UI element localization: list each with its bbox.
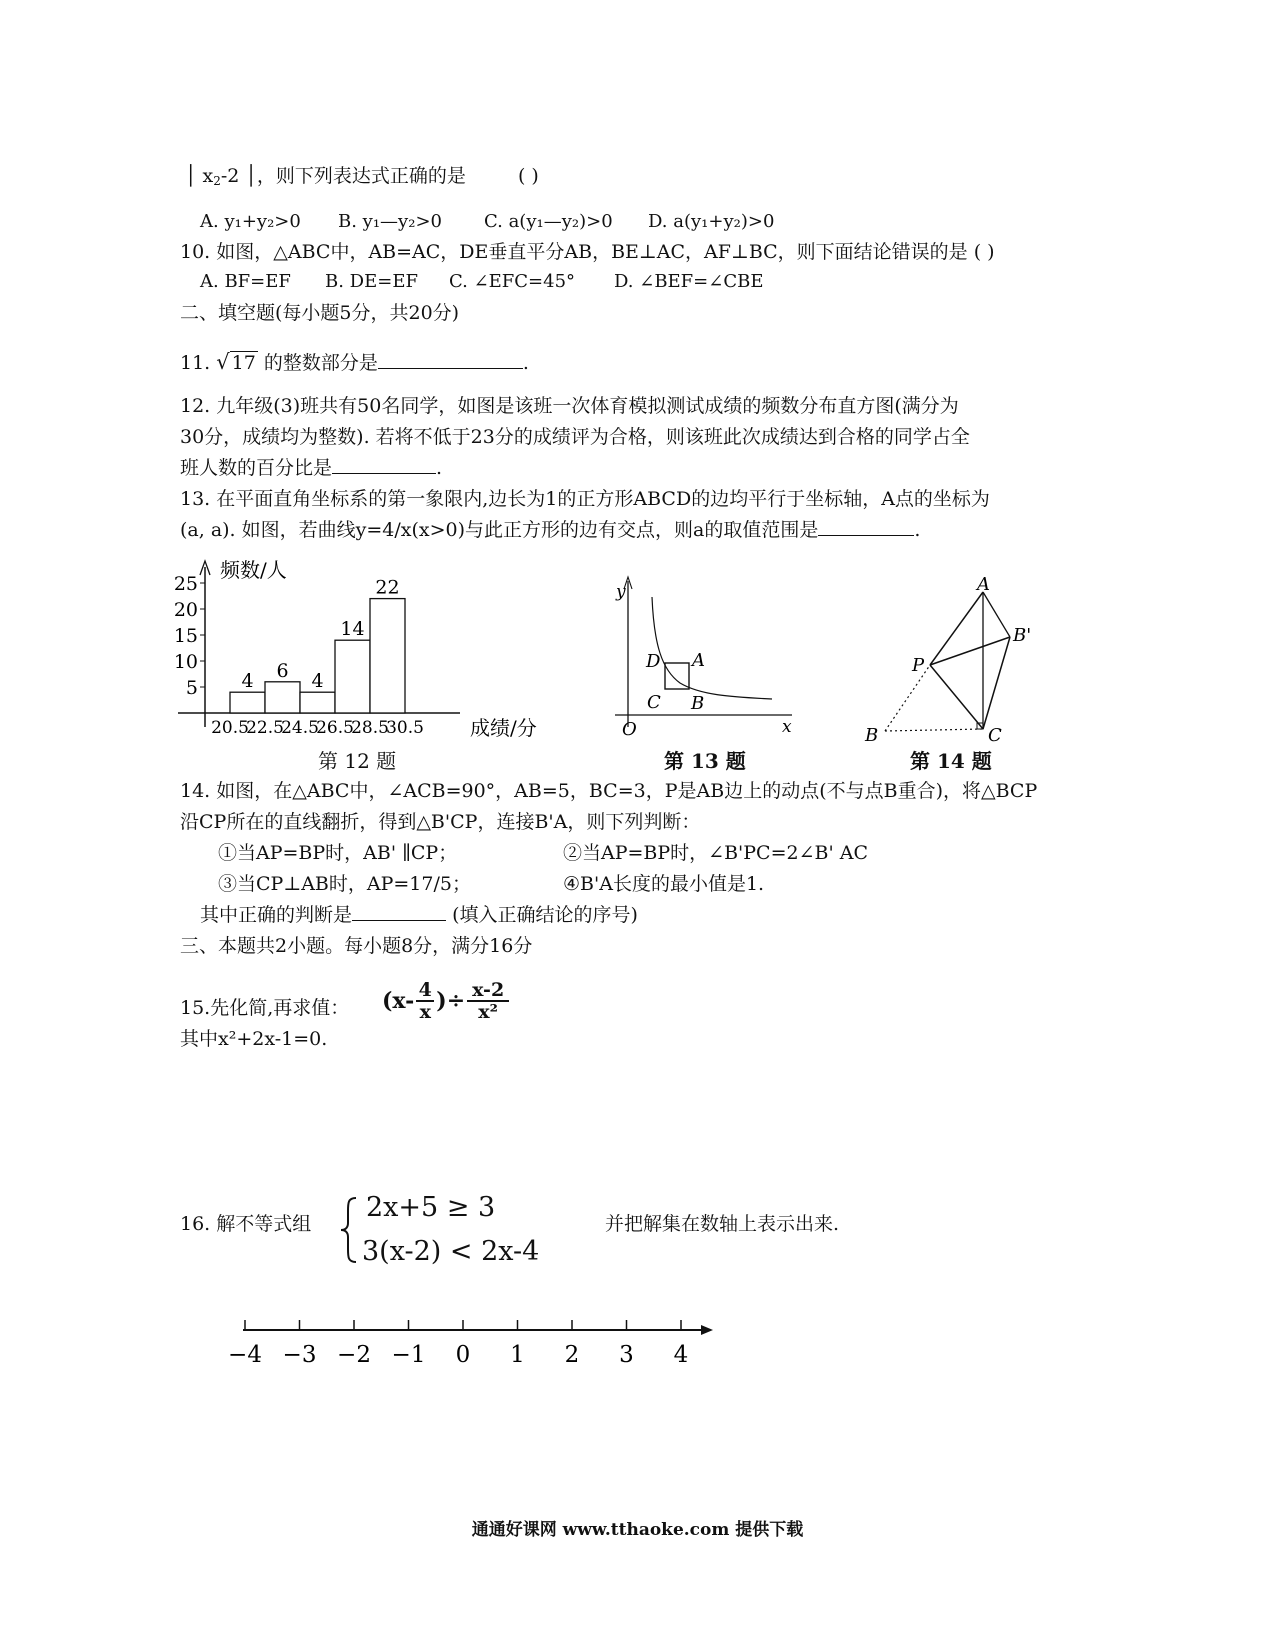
fig13-label-b: B (691, 693, 705, 714)
number-line (225, 1315, 725, 1375)
q13-end: . (914, 519, 921, 541)
hist-bar (300, 692, 335, 713)
q14-answer-blank[interactable] (352, 902, 446, 921)
q10-options (200, 270, 763, 294)
number-line-label: 3 (619, 1342, 634, 1368)
q11-answer-blank[interactable] (378, 350, 523, 369)
hist-x-tick-label: 26.5 (316, 718, 354, 738)
number-line-label: −3 (282, 1342, 317, 1368)
q10-option-b: B. DE=EF (325, 271, 418, 292)
q10-option-a: A. BF=EF (200, 271, 291, 292)
square-abcd (665, 663, 689, 689)
q14-answer-text: 其中正确的判断是 (200, 904, 353, 926)
hist-ylabel: 频数/人 (220, 558, 287, 582)
fig13-label-c: C (647, 692, 661, 713)
q15-frac2-num: x-2 (472, 979, 505, 1001)
q13-line-1: 13. 在平面直角坐标系的第一象限内,边长为1的正方形ABCD的边均平行于坐标轴，A点的坐标为 (180, 488, 990, 510)
q14-judgement-4: ④B'A长度的最小值是1. (563, 873, 765, 895)
q10-stem: 10. 如图，△ABC中，AB=AC，DE垂直平分AB，BE⊥AC，AF⊥BC，则下面结论错误的是 ( ) (180, 241, 995, 263)
q11 (180, 350, 529, 375)
q13-answer-blank[interactable] (818, 517, 914, 536)
hist-y-tick-label: 5 (185, 677, 198, 699)
q9-option-b: B. y₁—y₂>0 (338, 211, 442, 232)
hist-data-label: 14 (340, 618, 365, 641)
q9-answer-paren: ( ) (517, 165, 539, 187)
hyperbola-figure (600, 575, 800, 745)
hyperbola-curve (652, 597, 772, 699)
hist-bar (335, 640, 370, 713)
q15-condition: 其中x²+2x-1=0. (180, 1028, 328, 1050)
fig14-label-p: P (912, 655, 925, 676)
q11-radicand: 17 (231, 352, 256, 374)
q15-lead: 15.先化简,再求值： (180, 997, 350, 1019)
hist-data-label: 4 (311, 670, 324, 693)
q15-frac2-den: x² (467, 1000, 509, 1022)
q12-line-2: 30分，成绩均为整数). 若将不低于23分的成绩评为合格，则该班此次成绩达到合格的同学占全 (180, 426, 970, 448)
q14-judgement-2: ②当AP=BP时，∠B'PC=2∠B' AC (563, 842, 869, 864)
number-line-label: −4 (228, 1342, 262, 1368)
number-line-label: 1 (510, 1342, 525, 1368)
hist-data-label: 22 (375, 576, 400, 599)
fig14-seg-ab2 (983, 592, 1010, 637)
q12-line-3 (180, 455, 442, 480)
q13-text: (a, a). 如图，若曲线y=4/x(x>0)与此正方形的边有交点，则a的取值范围是 (180, 519, 819, 541)
fig14-seg-ap (930, 592, 983, 665)
hist-bars (230, 599, 405, 713)
hist-bar (230, 692, 265, 713)
fig13-label-x: x (782, 717, 792, 737)
hist-y-tick-label: 15 (173, 625, 198, 647)
q14-judgement-1: ①当AP=BP时，AB' ∥CP； (218, 842, 458, 864)
q12-answer-blank[interactable] (332, 455, 436, 474)
page-footer: 通通好课网 www.tthaoke.com 提供下载 (471, 1520, 804, 1540)
q14-line-1: 14. 如图，在△ABC中，∠ACB=90°，AB=5，BC=3，P是AB边上的动点(不与点B重合)，将△BCP (180, 780, 1038, 802)
number-line-label: 0 (455, 1342, 471, 1368)
q9-text-a: │ x (185, 165, 214, 187)
fig13-label-a: A (692, 650, 705, 671)
q10-option-d: D. ∠BEF=∠CBE (614, 271, 764, 292)
number-line-ticks (228, 1320, 688, 1368)
fig14-seg-bc-dotted (885, 729, 983, 731)
fig13-label-o: O (622, 719, 637, 740)
fig14-label-c: C (988, 725, 1002, 745)
q9-option-c: C. a(y₁—y₂)>0 (484, 211, 613, 232)
hist-y-tick-label: 25 (173, 573, 198, 595)
fig14-seg-pc (930, 665, 983, 729)
q10-option-c: C. ∠EFC=45° (449, 271, 576, 292)
q15-expression (382, 980, 511, 1022)
q16-tail: 并把解集在数轴上表示出来. (605, 1213, 840, 1235)
hist-bar (370, 599, 405, 713)
histogram-figure (170, 555, 560, 745)
hist-y-tick-label: 20 (173, 599, 198, 621)
hist-x-ticks (211, 718, 424, 738)
q11-text: 的整数部分是 (263, 352, 378, 374)
hist-y-tick-label: 10 (173, 651, 198, 673)
section-3-heading: 三、本题共2小题。每小题8分，满分16分 (180, 935, 533, 957)
hist-data-label: 6 (276, 659, 289, 682)
q9-text-b: -2 │，则下列表达式正确的是 (220, 165, 466, 187)
q15-frac1-num: 4 (418, 979, 432, 1001)
fig14-label-b2: B' (1013, 625, 1032, 646)
q11-end: . (522, 352, 529, 374)
q15-expr-left: (x- (382, 988, 415, 1014)
q15-frac1-den: x (416, 1000, 434, 1022)
number-line-label: 2 (564, 1342, 580, 1368)
hist-y-ticks (174, 573, 205, 699)
q15-fraction-1 (416, 980, 434, 1022)
hist-x-tick-label: 28.5 (351, 718, 389, 738)
number-line-label: −1 (391, 1342, 426, 1368)
q9-stem-continuation (185, 164, 539, 193)
hist-x-tick-label: 20.5 (211, 718, 249, 738)
q12-text: 班人数的百分比是 (180, 457, 333, 479)
fig13-label-d: D (646, 651, 661, 672)
hist-data-label: 4 (241, 670, 254, 693)
hist-bar (265, 682, 300, 713)
fig13-label-y: y (616, 582, 626, 602)
hist-x-tick-label: 22.5 (246, 718, 284, 738)
caption-fig13: 第 13 题 (664, 749, 746, 773)
fig14-seg-pb2 (930, 637, 1010, 665)
fig14-seg-b2c (983, 637, 1010, 729)
fig14-label-a: A (977, 575, 990, 595)
caption-fig12: 第 12 题 (318, 749, 397, 773)
q14-answer-hint: (填入正确结论的序号) (452, 904, 638, 926)
number-line-label: −2 (337, 1342, 371, 1368)
q15-expr-mid: )÷ (436, 988, 466, 1014)
q16-inequality-2: 3(x-2) < 2x-4 (362, 1236, 540, 1267)
q14-answer-line (200, 902, 638, 927)
hist-xlabel: 成绩/分 (470, 716, 537, 740)
system-brace-icon (338, 1195, 360, 1265)
q9-option-a: A. y₁+y₂>0 (200, 211, 301, 232)
caption-fig14: 第 14 题 (910, 749, 992, 773)
q15-fraction-2 (467, 980, 509, 1022)
hist-x-tick-label: 24.5 (281, 718, 319, 738)
number-line-label: 4 (673, 1342, 689, 1368)
q9-subscript: 2 (213, 174, 221, 188)
section-2-heading: 二、填空题(每小题5分，共20分) (180, 302, 460, 324)
q11-number: 11. (180, 352, 211, 374)
q9-option-d: D. a(y₁+y₂)>0 (648, 211, 775, 232)
fold-triangle-figure (855, 575, 1055, 745)
q14-judgement-3: ③当CP⊥AB时，AP=17/5； (218, 873, 471, 895)
q9-options (200, 210, 774, 234)
sqrt-sign-icon: √ (216, 350, 230, 374)
q16-inequality-1: 2x+5 ≥ 3 (366, 1192, 496, 1223)
q13-line-2 (180, 517, 920, 542)
q12-end: . (436, 457, 443, 479)
q16-lead: 16. 解不等式组 (180, 1213, 312, 1235)
number-line-arrow-icon (701, 1325, 713, 1335)
q12-line-1: 12. 九年级(3)班共有50名同学，如图是该班一次体育模拟测试成绩的频数分布直方图(满分为 (180, 395, 959, 417)
fig14-label-b: B (865, 725, 879, 745)
hist-x-tick-label: 30.5 (386, 718, 424, 738)
q14-line-2: 沿CP所在的直线翻折，得到△B'CP，连接B'A，则下列判断： (180, 811, 701, 833)
